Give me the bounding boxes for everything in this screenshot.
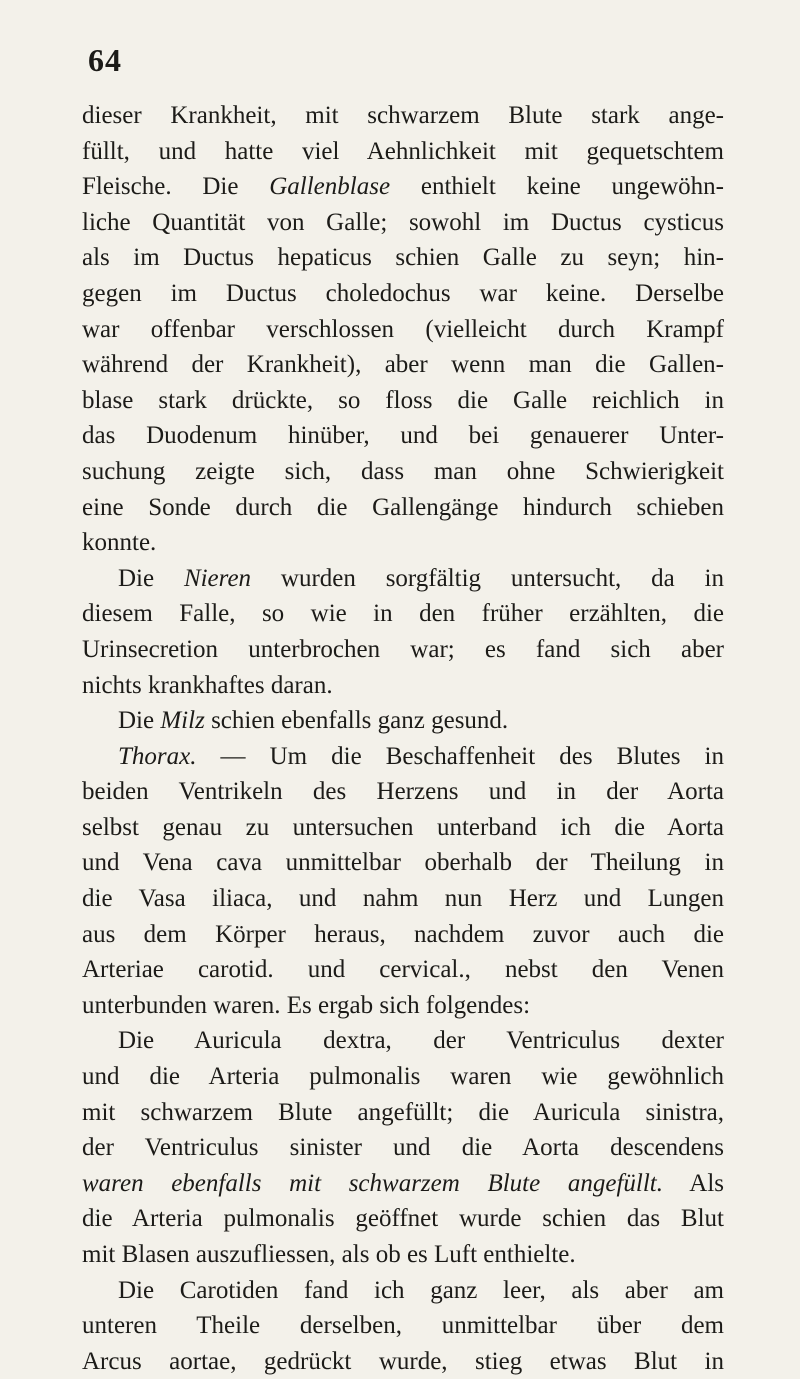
text-line — [82, 845, 724, 881]
text-line — [82, 739, 724, 775]
text-line — [82, 1237, 724, 1273]
text-line — [82, 169, 724, 205]
text-segment: konnte. — [82, 529, 157, 557]
italic-text: Gallenblase — [269, 173, 391, 201]
text-segment: unterbunden waren. Es ergab sich folgendes: — [82, 991, 531, 1019]
text-line — [82, 347, 724, 383]
text-line — [82, 810, 724, 846]
text-line — [82, 1201, 724, 1237]
text-line — [82, 561, 724, 597]
text-segment: beiden Ventrikeln des Herzens und in der Aorta — [82, 778, 724, 806]
text-segment: der Ventriculus sinister und die Aorta descendens — [82, 1134, 724, 1162]
text-line — [82, 490, 724, 526]
text-line — [82, 988, 724, 1024]
italic-text: Nieren — [183, 564, 252, 592]
text-line — [82, 312, 724, 348]
text-segment: dieser Krankheit, mit schwarzem Blute stark ange- — [82, 102, 724, 129]
text-line — [82, 205, 724, 241]
text-line — [82, 454, 724, 490]
text-segment: aus dem Körper heraus, nachdem zuvor auch die — [82, 920, 724, 948]
text-segment: die Vasa iliaca, und nahm nun Herz und Lungen — [82, 885, 724, 913]
text-line — [82, 596, 724, 632]
text-segment: Fleische. Die — [82, 173, 270, 201]
text-segment: liche Quantität von Galle; sowohl im Ductus cysticus — [82, 208, 724, 236]
text-line — [82, 134, 724, 170]
text-segment: füllt, und hatte viel Aehnlichkeit mit gequetschtem — [82, 137, 724, 165]
text-segment: enthielt keine ungewöhn- — [390, 173, 724, 201]
text-segment: mit Blasen auszufliessen, als ob es Luft enthielte. — [82, 1241, 576, 1268]
text-segment: diesem Falle, so wie in den früher erzählten, die — [82, 600, 724, 628]
text-segment: schien ebenfalls ganz gesund. — [204, 707, 509, 735]
text-segment: und die Arteria pulmonalis waren wie gewöhnlich — [82, 1063, 724, 1091]
text-line — [82, 1023, 724, 1059]
text-line — [82, 1166, 724, 1202]
text-segment: Urinsecretion unterbrochen war; es fand sich aber — [82, 635, 724, 663]
text-segment: Die — [118, 564, 184, 592]
body-text — [82, 98, 724, 1379]
text-line — [82, 703, 724, 739]
text-segment: als im Ductus hepaticus schien Galle zu seyn; hin- — [82, 244, 724, 272]
text-line — [82, 952, 724, 988]
text-line — [82, 1273, 724, 1309]
text-line — [82, 1308, 724, 1344]
italic-text: waren ebenfalls mit schwarzem Blute angefüllt. — [82, 1169, 663, 1197]
italic-text: Thorax. — [118, 742, 197, 770]
text-line — [82, 632, 724, 668]
text-segment: war offenbar verschlossen (vielleicht durch Krampf — [82, 315, 724, 343]
text-segment: unteren Theile derselben, unmittelbar über dem — [82, 1312, 724, 1340]
text-line — [82, 383, 724, 419]
text-segment: Die Carotiden fand ich ganz leer, als aber am — [118, 1276, 724, 1304]
text-segment: gegen im Ductus choledochus war keine. Derselbe — [82, 279, 724, 307]
text-segment: eine Sonde durch die Gallengänge hindurch schieben — [82, 493, 724, 521]
text-line — [82, 1130, 724, 1166]
text-segment: blase stark drückte, so floss die Galle reichlich in — [82, 386, 724, 414]
text-line — [82, 276, 724, 312]
page-number: 64 — [88, 42, 122, 78]
text-line — [82, 1344, 724, 1379]
text-segment: Als — [663, 1169, 724, 1197]
text-line — [82, 881, 724, 917]
text-segment: während der Krankheit), aber wenn man die Gallen- — [82, 351, 724, 379]
text-segment: Die — [118, 707, 161, 735]
text-line — [82, 1059, 724, 1095]
text-line — [82, 240, 724, 276]
text-segment: Die Auricula dextra, der Ventriculus dexter — [118, 1027, 724, 1055]
text-segment: Arteriae carotid. und cervical., nebst den Venen — [82, 956, 724, 984]
text-line — [82, 418, 724, 454]
text-segment: Arcus aortae, gedrückt wurde, stieg etwas Blut in — [82, 1347, 724, 1375]
text-line — [82, 917, 724, 953]
text-segment: und Vena cava unmittelbar oberhalb der Theilung in — [82, 849, 724, 877]
text-segment: wurden sorgfältig untersucht, da in — [251, 564, 724, 592]
text-segment: mit schwarzem Blute angefüllt; die Auricula sinistra, — [82, 1098, 724, 1126]
text-line — [82, 525, 724, 561]
text-line — [82, 668, 724, 704]
text-segment: suchung zeigte sich, dass man ohne Schwierigkeit — [82, 457, 724, 485]
text-line — [82, 98, 724, 134]
text-line — [82, 774, 724, 810]
text-segment: nichts krankhaftes daran. — [82, 671, 333, 699]
italic-text: Milz — [160, 707, 205, 735]
text-segment: — Um die Beschaffenheit des Blutes in — [196, 742, 724, 770]
text-segment: selbst genau zu untersuchen unterband ich die Aorta — [82, 813, 724, 841]
text-line — [82, 1095, 724, 1131]
text-segment: das Duodenum hinüber, und bei genauerer Unter- — [82, 422, 724, 450]
text-segment: die Arteria pulmonalis geöffnet wurde schien das Blut — [82, 1205, 724, 1233]
